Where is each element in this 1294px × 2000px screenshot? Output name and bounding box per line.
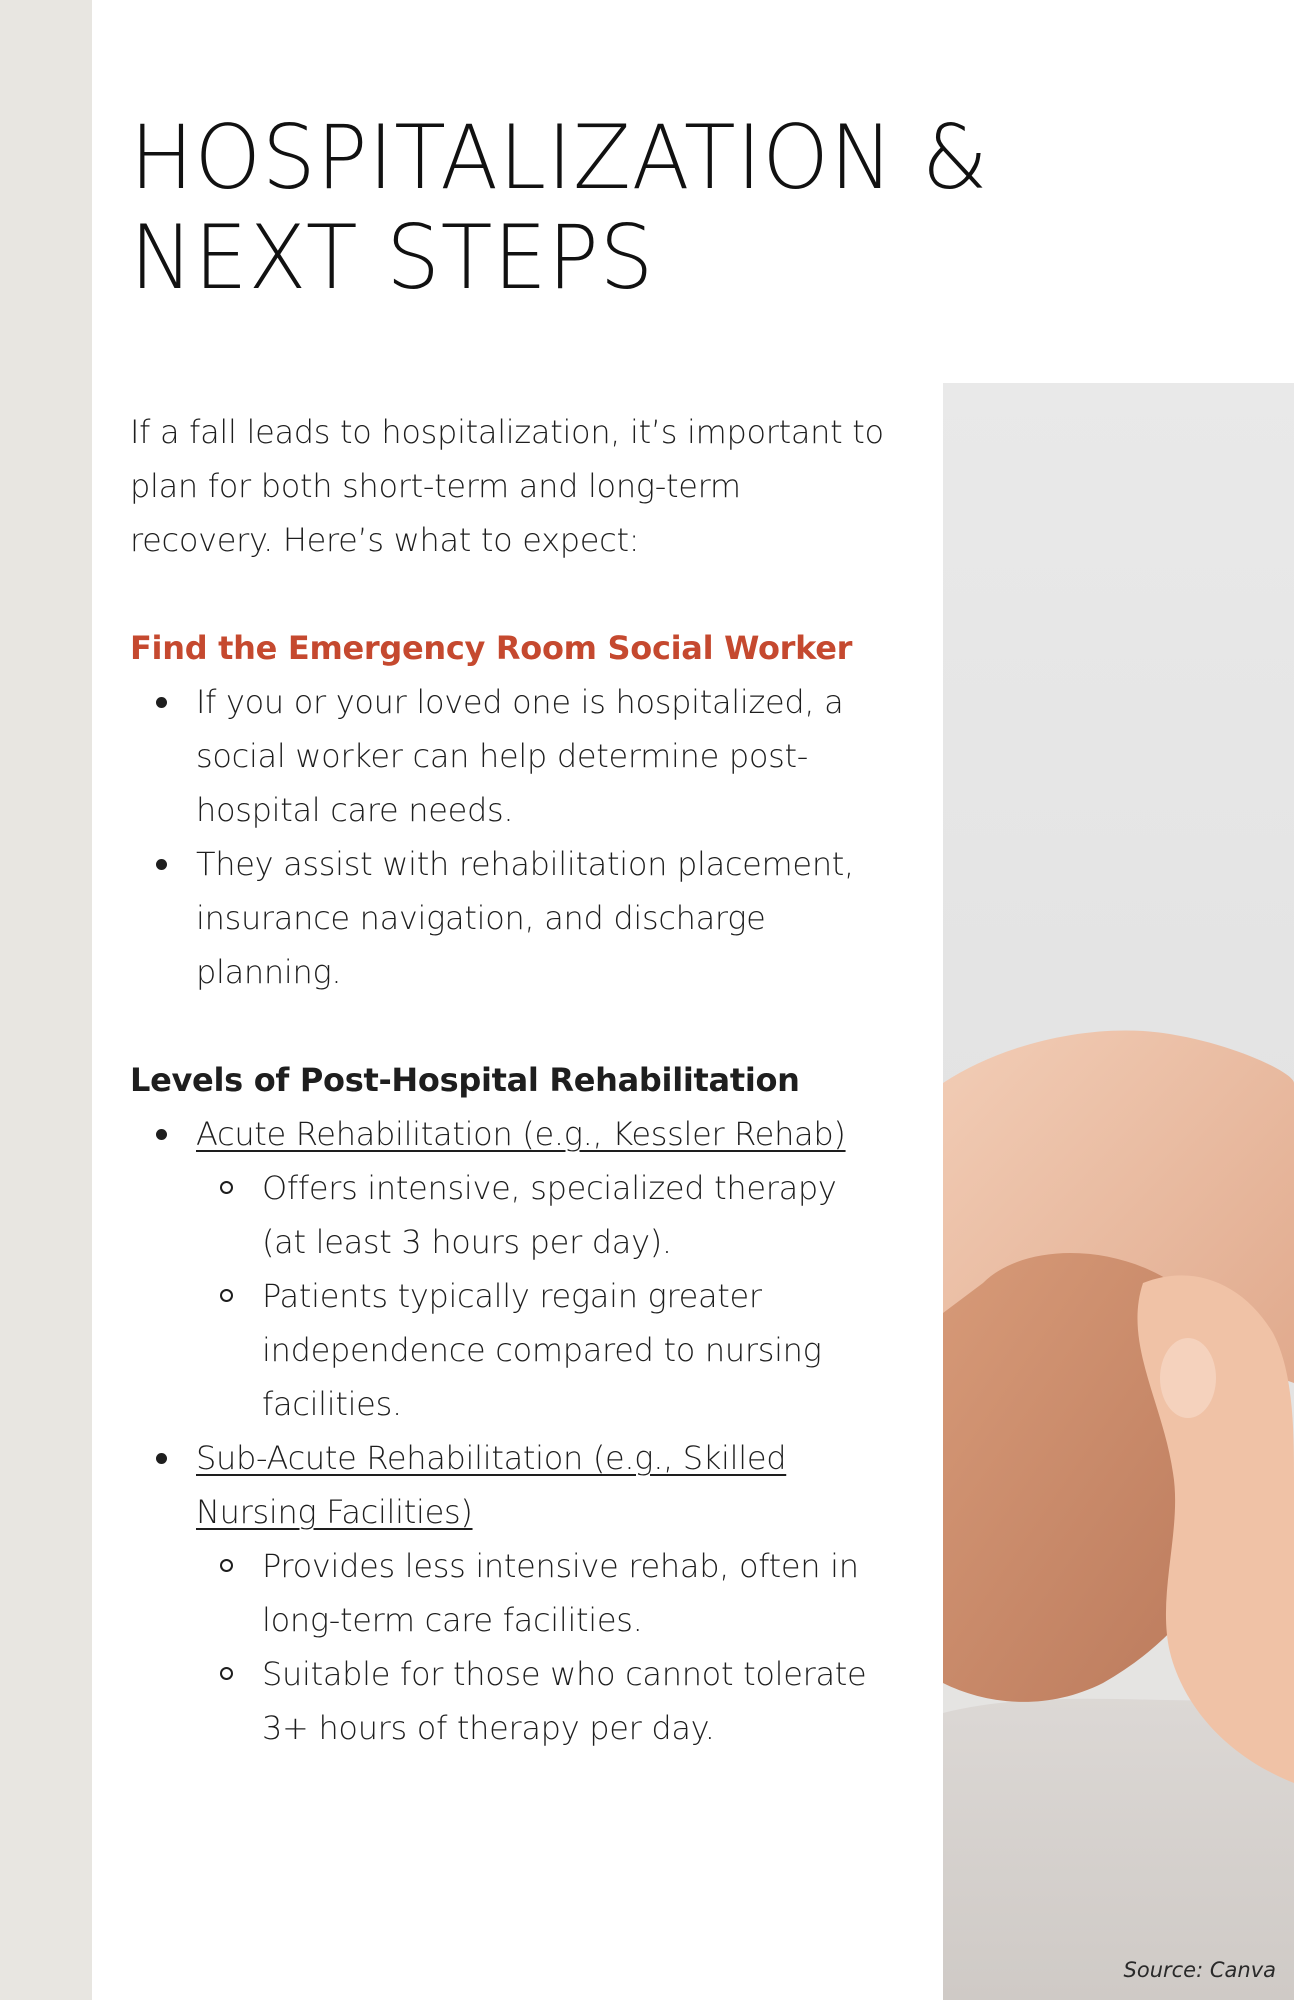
hands-photo <box>943 383 1294 2000</box>
social-worker-list <box>130 675 890 999</box>
title-line-2: NEXT STEPS <box>130 206 655 309</box>
rehab-level-subacute <box>130 1431 890 1755</box>
left-decorative-strip <box>0 0 92 2000</box>
fingernail-shape <box>1160 1338 1216 1418</box>
acute-rehab-details <box>196 1161 890 1431</box>
section-heading-social-worker: Find the Emergency Room Social Worker <box>130 629 853 667</box>
subacute-rehab-details <box>196 1539 890 1755</box>
acute-rehab-link[interactable]: Acute Rehabilitation (e.g., Kessler Rehab) <box>196 1115 846 1153</box>
rehab-levels-list <box>130 1107 890 1755</box>
list-item: Provides less intensive rehab, often in long-term care facilities. <box>196 1539 890 1647</box>
photo-caption: Source: Canva <box>1123 1958 1276 1982</box>
list-item: If you or your loved one is hospitalized, a social worker can help determine post-hospital care needs. <box>130 675 890 837</box>
hands-illustration <box>943 383 1294 2000</box>
main-content <box>130 405 890 1755</box>
list-item: Offers intensive, specialized therapy (at least 3 hours per day). <box>196 1161 890 1269</box>
subacute-rehab-link[interactable]: Sub-Acute Rehabilitation (e.g., Skilled Nursing Facilities) <box>196 1439 787 1531</box>
spacer <box>130 999 890 1053</box>
list-item: Patients typically regain greater independence compared to nursing facilities. <box>196 1269 890 1431</box>
section-heading-rehab-levels: Levels of Post-Hospital Rehabilitation <box>130 1061 800 1099</box>
title-line-1: HOSPITALIZATION & <box>130 106 989 209</box>
rehab-level-acute <box>130 1107 890 1431</box>
list-item: They assist with rehabilitation placement, insurance navigation, and discharge planning. <box>130 837 890 999</box>
list-item: Suitable for those who cannot tolerate 3+ hours of therapy per day. <box>196 1647 890 1755</box>
page-title <box>130 108 1186 308</box>
intro-paragraph: If a fall leads to hospitalization, it’s important to plan for both short-term and long-term recovery. Here’s what to expect: <box>130 413 884 559</box>
